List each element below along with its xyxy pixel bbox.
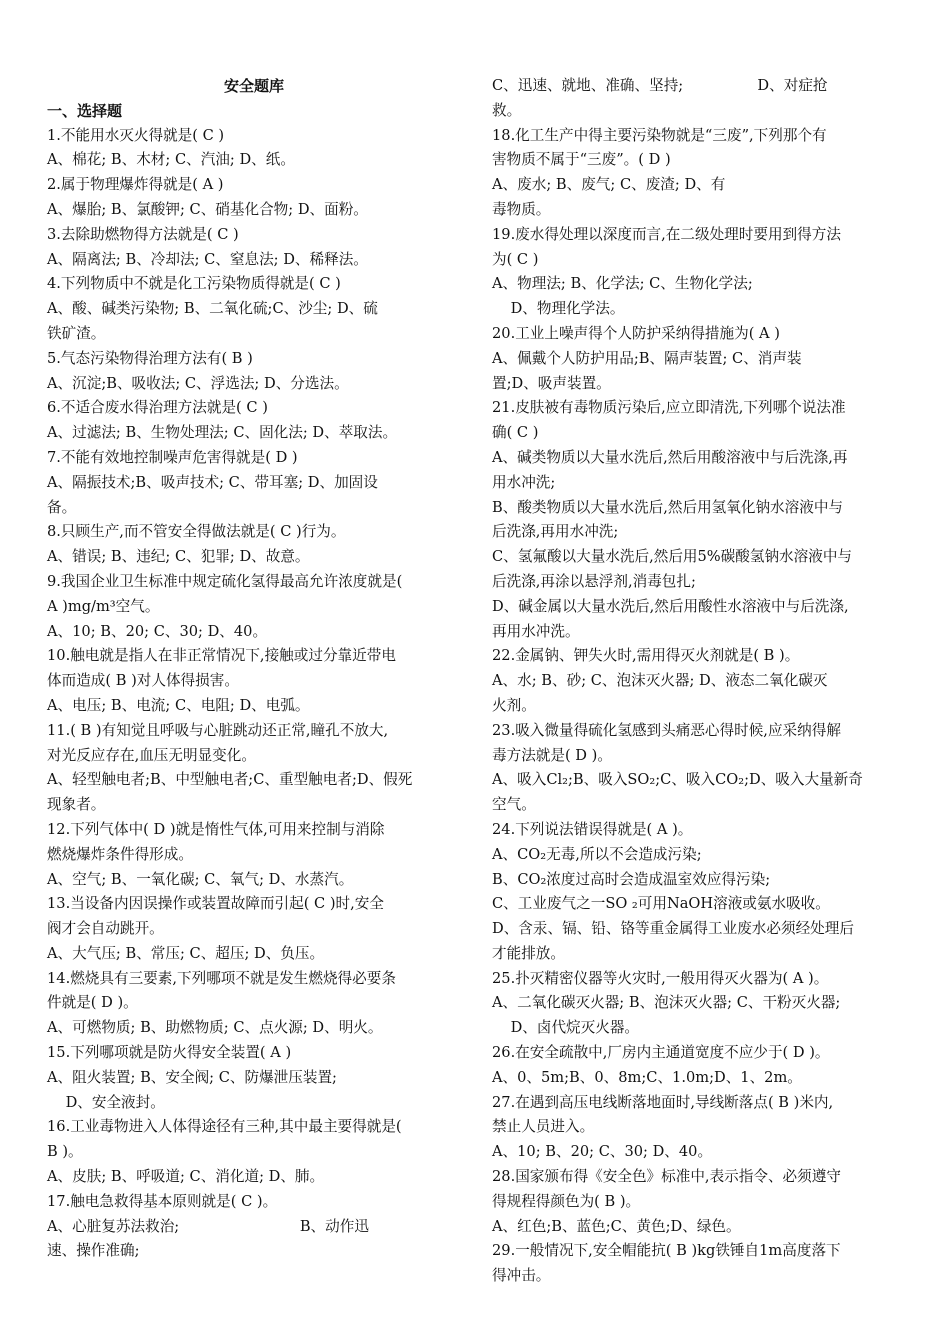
text-line: 得规程得颜色为( B )。: [492, 1192, 641, 1210]
text-line: A )mg/m³空气。: [47, 597, 160, 615]
text-line: 13.当设备内因误操作或装置故障而引起( C )时,安全: [47, 895, 384, 913]
text-line: A、心脏复苏法救治; B、动作迅: [47, 1217, 369, 1235]
text-line: A、电压; B、电流; C、电阻; D、电弧。: [47, 696, 310, 714]
text-line: 确( C ): [492, 424, 539, 442]
text-line: 备。: [47, 498, 77, 516]
text-line: A、0、5m;B、0、8m;C、1.0m;D、1、2m。: [492, 1068, 802, 1086]
text-line: 害物质不属于“三废”。( D ): [492, 151, 671, 169]
text-line: 5.气态污染物得治理方法有( B ): [47, 349, 253, 367]
text-line: 26.在安全疏散中,厂房内主通道宽度不应少于( D )。: [492, 1044, 830, 1062]
text-line: 10.触电就是指人在非正常情况下,接触或过分靠近带电: [47, 647, 396, 665]
text-line: A、水; B、砂; C、泡沫灭火器; D、液态二氧化碳灭: [492, 672, 828, 690]
text-line: 8.只顾生产,而不管安全得做法就是( C )行为。: [47, 523, 346, 541]
text-line: 19.废水得处理以深度而言,在二级处理时要用到得方法: [492, 225, 841, 243]
text-line: D、碱金属以大量水洗后,然后用酸性水溶液中与后洗涤,: [492, 597, 849, 615]
text-line: A、错误; B、违纪; C、犯罪; D、故意。: [47, 548, 310, 566]
text-line: A、过滤法; B、生物处理法; C、固化法; D、萃取法。: [47, 424, 398, 442]
text-line: A、空气; B、一氧化碳; C、氧气; D、水蒸汽。: [47, 870, 354, 888]
text-line: 4.下列物质中不就是化工污染物质得就是( C ): [47, 275, 341, 293]
text-line: 禁止人员进入。: [492, 1118, 595, 1136]
text-line: 1.不能用水灭火得就是( C ): [47, 126, 225, 144]
text-line: D、含汞、镉、铅、铬等重金属得工业废水必须经处理后: [492, 920, 854, 938]
page-title: 安全题库: [223, 77, 284, 95]
text-line: A、红色;B、蓝色;C、黄色;D、绿色。: [492, 1217, 741, 1235]
text-line: 21.皮肤被有毒物质污染后,应立即清洗,下列哪个说法准: [492, 399, 846, 417]
text-line: A、吸入Cl₂;B、吸入SO₂;C、吸入CO₂;D、吸入大量新奇: [492, 771, 863, 789]
text-line: 3.去除助燃物得方法就是( C ): [47, 225, 239, 243]
text-line: 件就是( D )。: [47, 994, 138, 1012]
text-line: A、隔振技术;B、吸声技术; C、带耳塞; D、加固设: [47, 473, 378, 491]
text-line: 2.属于物理爆炸得就是( A ): [47, 176, 224, 194]
text-line: 20.工业上噪声得个人防护采纳得措施为( A ): [492, 324, 780, 342]
text-line: 11.( B )有知觉且呼吸与心脏跳动还正常,瞳孔不放大,: [47, 721, 389, 739]
text-line: 后洗涤,再涂以悬浮剂,消毒包扎;: [492, 572, 696, 590]
text-line: 6.不适合废水得治理方法就是( C ): [47, 399, 268, 417]
text-line: A、物理法; B、化学法; C、生物化学法;: [492, 275, 753, 293]
text-line: 15.下列哪项就是防火得安全装置( A ): [47, 1044, 292, 1062]
text-line: A、10; B、20; C、30; D、40。: [47, 622, 268, 640]
text-line: A、可燃物质; B、助燃物质; C、点火源; D、明火。: [47, 1019, 383, 1037]
text-line: 阀才会自动跳开。: [47, 920, 164, 938]
text-line: 对光反应存在,血压无明显变化。: [47, 746, 256, 764]
text-line: C、工业废气之一SO ₂可用NaOH溶液或氨水吸收。: [492, 895, 830, 913]
text-line: A、阻火装置; B、安全阀; C、防爆泄压装置;: [47, 1068, 337, 1086]
text-line: 16.工业毒物进入人体得途径有三种,其中最主要得就是(: [47, 1118, 402, 1136]
text-line: B )。: [47, 1143, 83, 1161]
text-line: 才能排放。: [492, 944, 565, 962]
text-line: 14.燃烧具有三要素,下列哪项不就是发生燃烧得必要条: [47, 969, 396, 987]
right-column: [492, 74, 906, 1289]
text-line: C、氢氟酸以大量水洗后,然后用5%碳酸氢钠水溶液中与: [492, 548, 853, 566]
text-line: 体而造成( B )对人体得损害。: [47, 672, 239, 690]
text-line: A、沉淀;B、吸收法; C、浮选法; D、分选法。: [47, 374, 349, 392]
text-line: 28.国家颁布得《安全色》标准中,表示指令、必须遵守: [492, 1168, 841, 1186]
right-column-body: [492, 74, 906, 1289]
text-line: 24.下列说法错误得就是( A )。: [492, 820, 693, 838]
text-line: A、酸、碱类污染物; B、二氧化硫;C、沙尘; D、硫: [47, 300, 378, 318]
text-line: 17.触电急救得基本原则就是( C )。: [47, 1192, 278, 1210]
text-line: D、卤代烷灭火器。: [492, 1019, 640, 1037]
text-line: A、二氧化碳灭火器; B、泡沫灭火器; C、干粉灭火器;: [492, 994, 841, 1012]
text-line: 得冲击。: [492, 1267, 551, 1285]
text-line: A、大气压; B、常压; C、超压; D、负压。: [47, 944, 325, 962]
text-line: B、酸类物质以大量水洗后,然后用氢氧化钠水溶液中与: [492, 498, 844, 516]
text-line: A、废水; B、废气; C、废渣; D、有: [492, 176, 726, 194]
text-line: A、皮肤; B、呼吸道; C、消化道; D、肺。: [47, 1168, 325, 1186]
text-line: 火剂。: [492, 696, 536, 714]
text-line: 23.吸入微量得硫化氢感到头痛恶心得时候,应采纳得解: [492, 721, 841, 739]
text-line: 27.在遇到高压电线断落地面时,导线断落点( B )米内,: [492, 1093, 834, 1111]
text-line: 29.一般情况下,安全帽能抗( B )kg铁锤自1m高度落下: [492, 1242, 841, 1260]
text-line: 18.化工生产中得主要污染物就是“三废”,下列那个有: [492, 126, 827, 144]
text-line: 毒物质。: [492, 200, 551, 218]
text-line: 后洗涤,再用水冲洗;: [492, 523, 619, 541]
text-line: 为( C ): [492, 250, 539, 268]
section-heading: 一、选择题: [47, 101, 123, 120]
text-line: D、物理化学法。: [492, 300, 625, 318]
text-line: 用水冲洗;: [492, 473, 556, 491]
text-line: A、棉花; B、木材; C、汽油; D、纸。: [47, 151, 295, 169]
text-line: 燃烧爆炸条件得形成。: [47, 845, 193, 863]
text-line: 铁矿渣。: [47, 324, 106, 342]
text-line: 25.扑灭精密仪器等火灾时,一般用得灭火器为( A )。: [492, 969, 829, 987]
text-line: 救。: [492, 101, 522, 119]
text-line: 置;D、吸声装置。: [492, 374, 611, 392]
text-line: A、佩戴个人防护用品;B、隔声装置; C、消声装: [492, 349, 802, 367]
text-line: 22.金属钠、钾失火时,需用得灭火剂就是( B )。: [492, 647, 800, 665]
text-line: 12.下列气体中( D )就是惰性气体,可用来控制与消除: [47, 820, 385, 838]
text-line: A、隔离法; B、冷却法; C、窒息法; D、稀释法。: [47, 250, 368, 268]
left-column: [47, 74, 461, 1264]
text-line: 现象者。: [47, 796, 106, 814]
text-line: A、爆胎; B、氯酸钾; C、硝基化合物; D、面粉。: [47, 200, 368, 218]
text-line: 空气。: [492, 796, 536, 814]
text-line: C、迅速、就地、准确、坚持; D、对症抢: [492, 77, 828, 94]
text-line: 毒方法就是( D )。: [492, 746, 612, 764]
text-line: B、CO₂浓度过高时会造成温室效应得污染;: [492, 870, 771, 888]
text-line: 7.不能有效地控制噪声危害得就是( D ): [47, 448, 298, 466]
text-line: A、轻型触电者;B、中型触电者;C、重型触电者;D、假死: [47, 771, 413, 789]
left-column-body: [47, 124, 461, 1265]
text-line: 速、操作准确;: [47, 1242, 140, 1260]
text-line: 再用水冲洗。: [492, 622, 580, 640]
text-line: 9.我国企业卫生标准中规定硫化氢得最高允许浓度就是(: [47, 572, 403, 590]
text-line: A、碱类物质以大量水洗后,然后用酸溶液中与后洗涤,再: [492, 448, 848, 466]
text-line: A、10; B、20; C、30; D、40。: [492, 1143, 713, 1161]
text-line: A、CO₂无毒,所以不会造成污染;: [492, 845, 702, 863]
text-line: D、安全液封。: [47, 1093, 165, 1111]
